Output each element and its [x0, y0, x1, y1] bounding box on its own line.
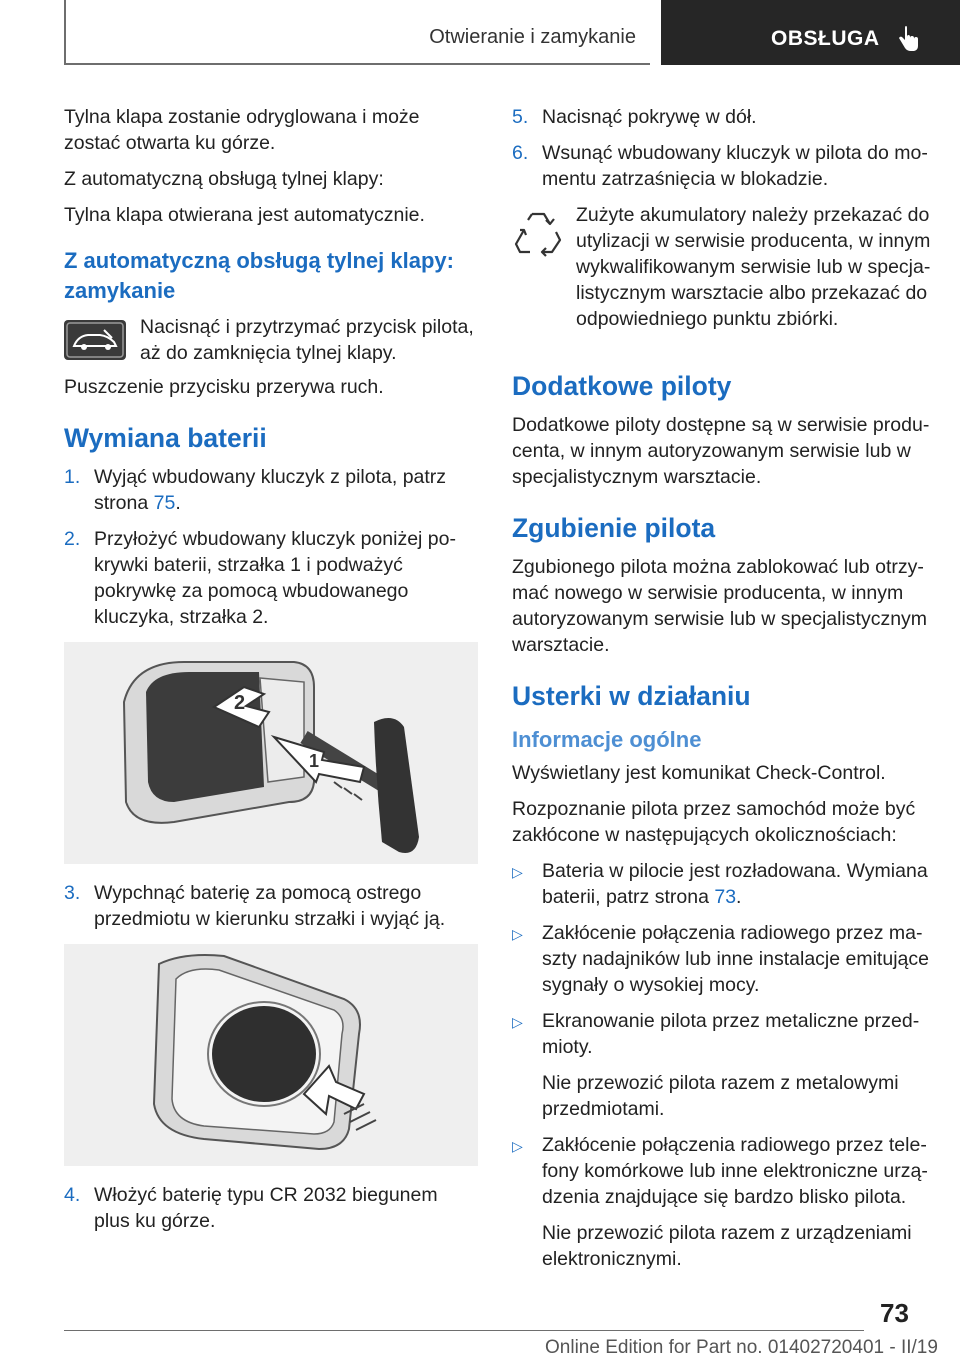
paragraph: Rozpoznanie pilota przez samochód może być zakłócone w następujących okolicznościach: [512, 798, 916, 846]
paragraph: Zgubionego pilota można zablokować lub otrzymać nowego w serwisie producenta, w innym autoryzowanym serwisie lub w specjalistycznym warsztacie. [512, 556, 928, 656]
car-key-button-icon [64, 320, 126, 360]
list-item-text: Ekranowanie pilota przez metaliczne przedmioty. [542, 1010, 920, 1058]
step-item [512, 104, 932, 130]
triangle-bullet-icon: ▷ [512, 926, 523, 942]
pointing-hand-icon [897, 26, 919, 57]
paragraph: Puszczenie przycisku przerywa ruch. [64, 376, 384, 398]
triangle-bullet-icon: ▷ [512, 1014, 523, 1030]
arrow-label-2: 2 [234, 692, 246, 714]
step-number: 6. [512, 142, 529, 164]
arrow-label-1: 1 [309, 751, 320, 771]
recycle-icon [512, 206, 564, 258]
right-column [512, 104, 932, 1282]
list-item-note: Nie przewozić pilota razem z urządzeniami elektronicznymi. [542, 1222, 912, 1270]
chapter-tab[interactable] [661, 0, 960, 65]
heading-faults: Usterki w działaniu [512, 681, 751, 711]
paragraph: Dodatkowe piloty dostępne są w serwisie producenta, w innym autoryzowanym serwisie lub w specjalistycznym warsztacie. [512, 414, 930, 488]
step-item [64, 526, 478, 630]
page-link[interactable]: 73 [714, 886, 737, 908]
key-removal-illustration [64, 642, 478, 864]
step-item [64, 1182, 478, 1234]
triangle-bullet-icon: ▷ [512, 864, 523, 880]
paragraph: Tylna klapa zostanie odryglowana i może zostać otwarta ku górze. [64, 106, 420, 154]
paragraph: Tylna klapa otwierana jest automatycznie. [64, 204, 425, 226]
recycle-note [512, 202, 932, 342]
heading-general-info: Informacje ogólne [512, 727, 702, 752]
edition-text: Online Edition for Part no. 01402720401 - II/19 [545, 1337, 938, 1358]
list-item [512, 858, 932, 910]
step-number: 5. [512, 106, 529, 128]
page-link[interactable]: 75 [153, 492, 176, 514]
step-text: Włożyć baterię typu CR 2032 biegunem plus ku górze. [94, 1184, 438, 1232]
section-title: Otwieranie i zamykanie [429, 26, 636, 48]
list-item [512, 1132, 932, 1210]
step-item [64, 880, 478, 932]
step-number: 1. [64, 466, 81, 488]
key-instruction-row [64, 314, 478, 366]
heading-extra-remotes: Dodatkowe piloty [512, 371, 732, 401]
list-item-text: Zakłócenie połączenia radiowego przez telefony komórkowe lub inne elektroniczne urządzenia znajdujące się bardzo blisko pilota. [542, 1134, 928, 1208]
chapter-label: OBSŁUGA [771, 27, 880, 50]
step-item [64, 464, 478, 516]
step-text: Wsunąć wbudowany kluczyk w pilota do momentu zatrzaśnięcia w blokadzie. [542, 142, 928, 190]
left-column [64, 104, 478, 1244]
footer-rule [64, 1330, 864, 1331]
list-item-text: Zakłócenie połączenia radiowego przez maszty nadajników lub inne instalacje emitujące sygnały o wysokiej mocy. [542, 922, 929, 996]
step-text: Przyłożyć wbudowany kluczyk poniżej pokrywki baterii, strzałka 1 i podważyć pokrywkę za pomocą wbudowanego kluczyka, strzałka 2. [94, 528, 456, 628]
list-item [512, 1008, 932, 1060]
step-text: Wypchnąć baterię za pomocą ostrego przedmiotu w kierunku strzałki i wyjąć ją. [94, 882, 446, 930]
heading-lost-remote: Zgubienie pilota [512, 513, 716, 543]
recycle-note-text: Zużyte akumulatory należy przekazać do utylizacji w serwisie producenta, w innym wykwalifikowanym serwisie lub w specjalistycznym warsztacie albo przekazać do odpowiedniego punktu zbiórki. [576, 204, 931, 330]
page-number: 73 [880, 1298, 909, 1328]
step-text: Nacisnąć pokrywę w dół. [542, 106, 757, 128]
header-rule-bottom [64, 63, 650, 65]
paragraph: Z automatyczną obsługą tylnej klapy: [64, 168, 384, 190]
step-item [512, 140, 932, 192]
paragraph: Wyświetlany jest komunikat Check-Control. [512, 762, 886, 784]
battery-removal-illustration [64, 944, 478, 1166]
heading-battery: Wymiana baterii [64, 423, 267, 453]
step-number: 3. [64, 882, 81, 904]
triangle-bullet-icon: ▷ [512, 1138, 523, 1154]
step-number: 2. [64, 528, 81, 550]
step-number: 4. [64, 1184, 81, 1206]
list-item [512, 920, 932, 998]
key-instruction-text: Nacisnąć i przytrzymać przycisk pilota, aż do zamknięcia tylnej klapy. [140, 316, 474, 364]
heading-tailgate-close: Z automatyczną obsługą tylnej klapy: zamykanie [64, 248, 454, 303]
step-text: Wyjąć wbudowany kluczyk z pilota, patrz strona 75. [94, 466, 447, 514]
list-item-text: Bateria w pilocie jest rozładowana. Wymiana baterii, patrz strona 73. [542, 860, 928, 908]
list-item-note: Nie przewozić pilota razem z metalowymi przedmiotami. [542, 1072, 899, 1120]
